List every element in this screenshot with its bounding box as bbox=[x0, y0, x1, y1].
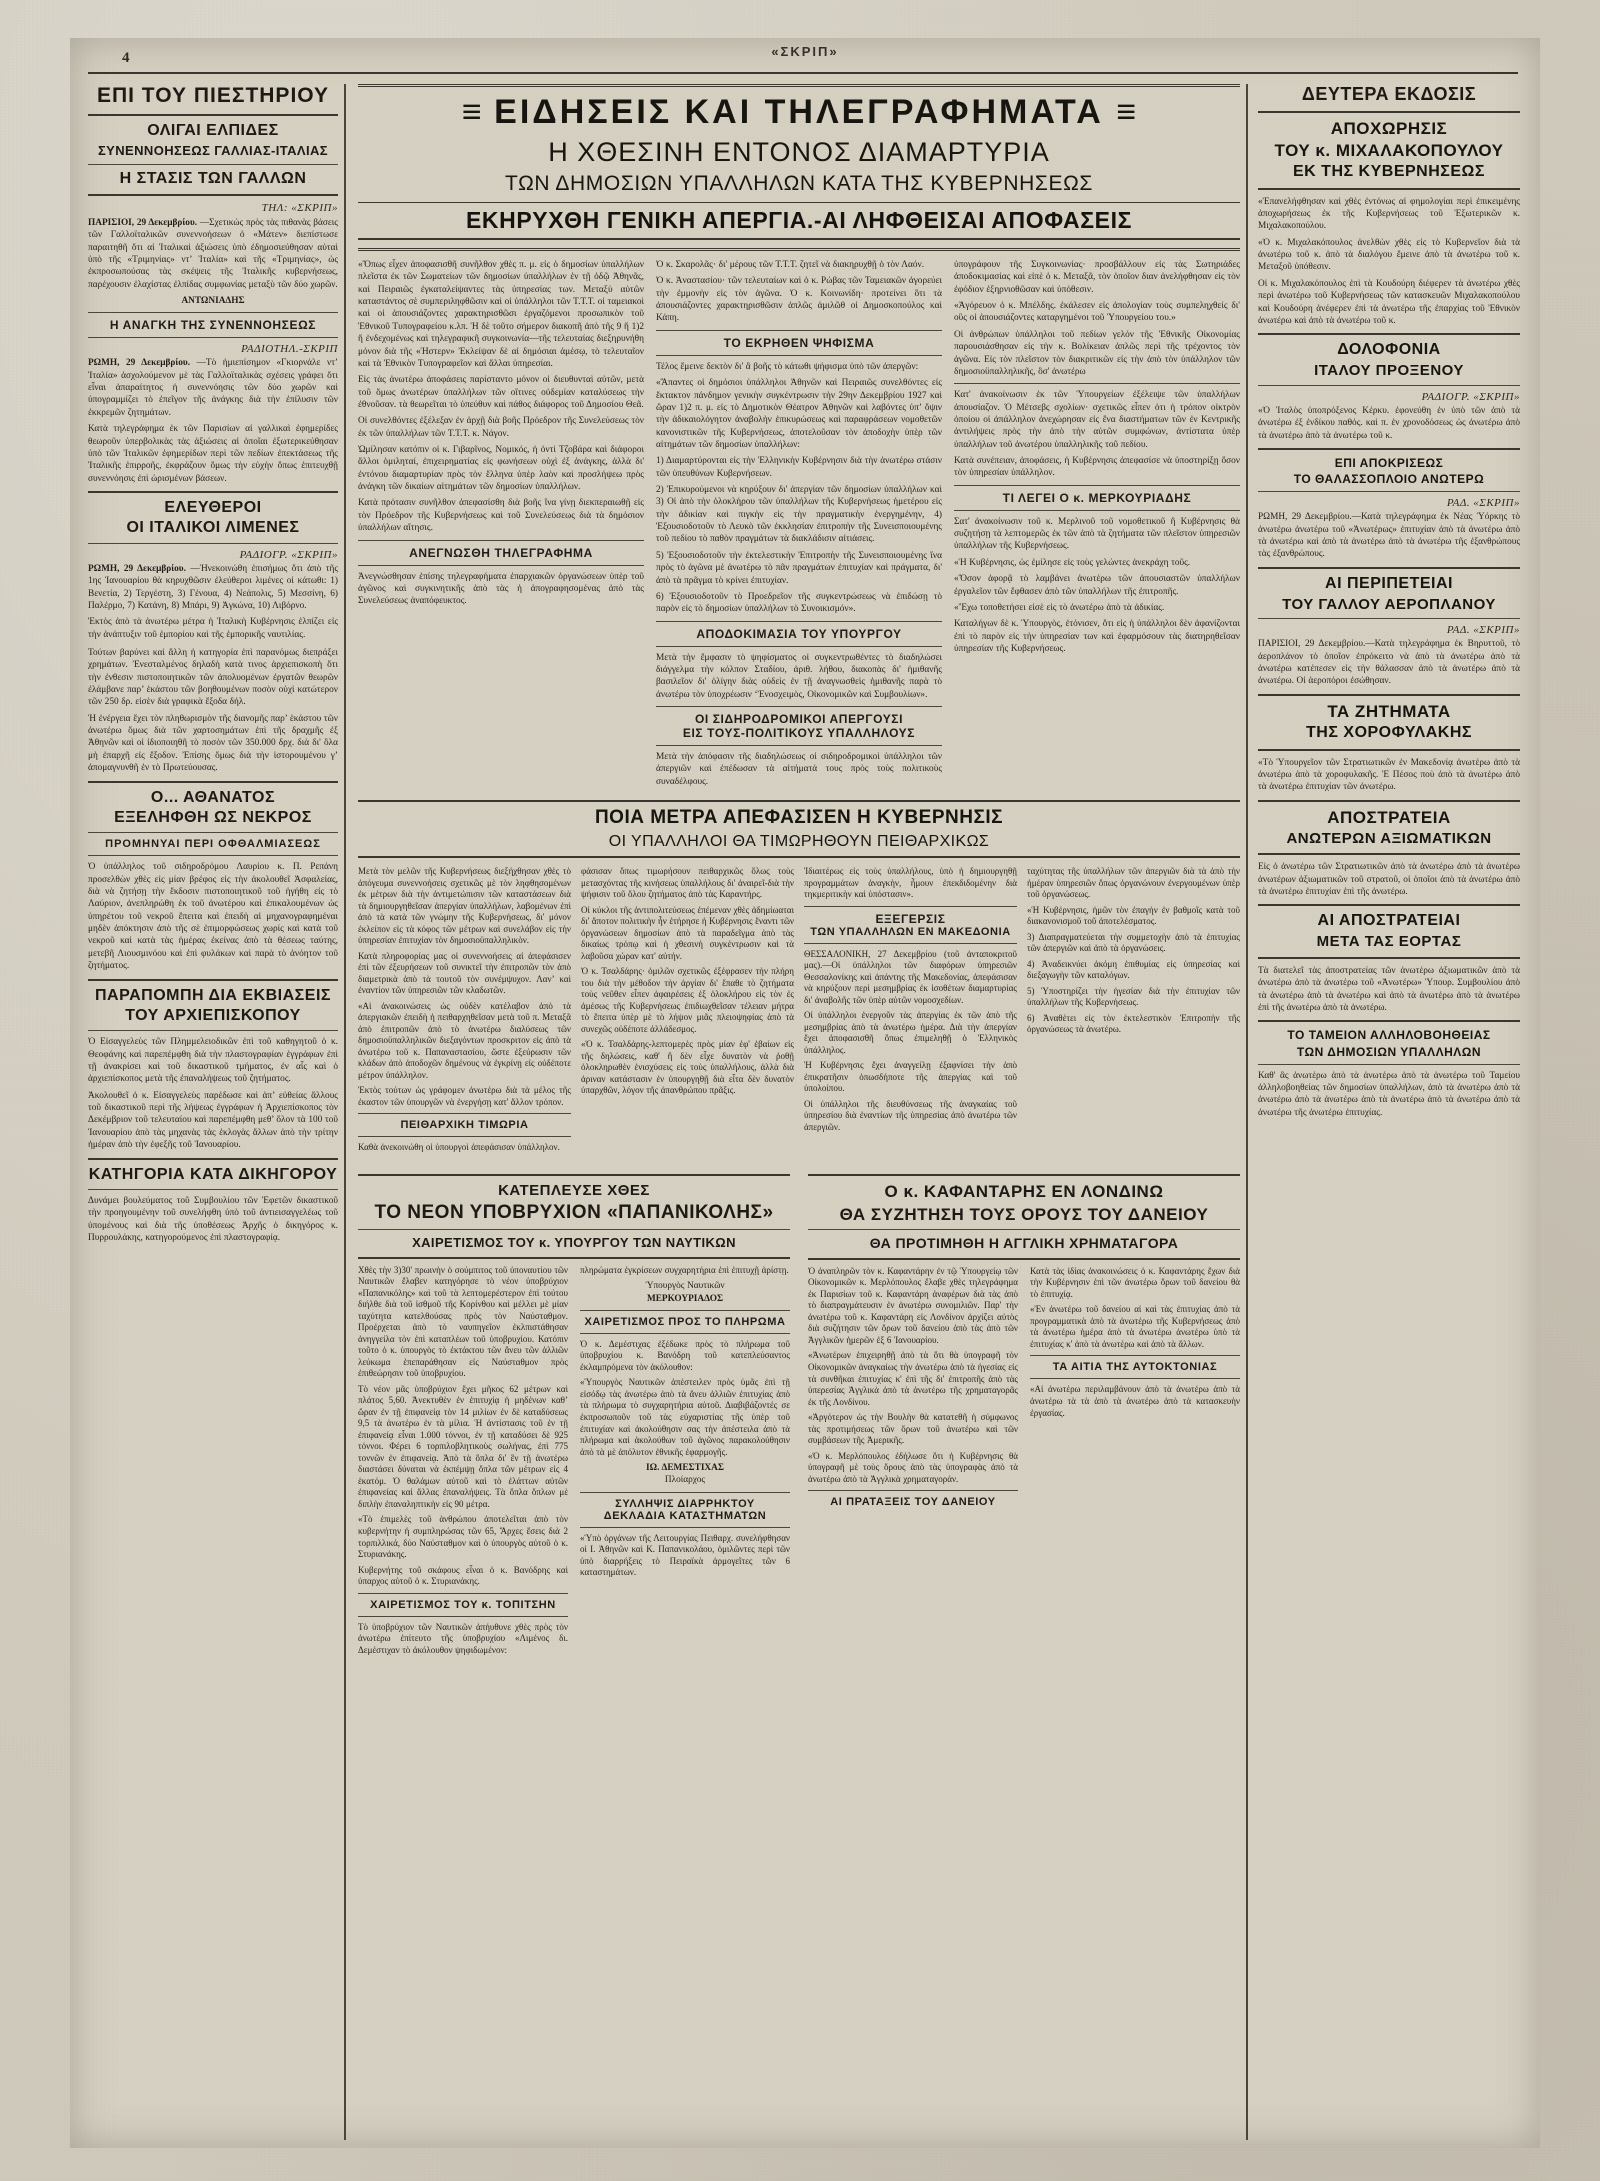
center-sub-3: ΕΚΗΡΥΧΘΗ ΓΕΝΙΚΗ ΑΠΕΡΓΙΑ.-ΑΙ ΛΗΦΘΕΙΣΑΙ ΑΠΟΦΑΣΕΙΣ bbox=[358, 202, 1240, 240]
b1-para-5: Καθὰ ἀνεκοινώθη οἱ ὑπουργοὶ ἀπεφάσισαν ὑπάλληλον. bbox=[358, 1142, 560, 1153]
right-headline-6: ΙΤΑΛΟΥ ΠΡΟΞΕΝΟΥ bbox=[1314, 362, 1464, 380]
b1-subhead: ΠΕΙΘΑΡΧΙΚΗ ΤΙΜΩΡΙΑ bbox=[400, 1119, 529, 1132]
center-b-subcol-2 bbox=[581, 866, 794, 1154]
folio-number: 4 bbox=[122, 50, 130, 66]
right-headline-4: ΕΚ ΤΗΣ ΚΥΒΕΡΝΗΣΕΩΣ bbox=[1293, 162, 1485, 180]
b2-para-4: «Ὁ κ. Τσαλδάρης-λεπτομερὲς πρὸς μίαν ἐφ' ἐβαίων εἰς τῆς δηλώσεις, καθ' ἢ δὲν εἶχε δυνατὸν νὰ ῥοθῇ ὁλοκληρωθὲν ἐνισχύσεις εἰς τοὺς ὑπαλλήλους, ἀλλὰ διὰ ἀριναν κατάστασιν ἐν ὑπουργηθῇ διὰ εἶτα δὲν δυνατὸν ὑπαρχθῶν, λόγον τῆς ἀπανθρώπου πρᾶξις. bbox=[581, 1039, 794, 1096]
deco-right-icon: ≡ bbox=[1116, 93, 1137, 131]
right-para-9: Τὰ διατελεῖ τὰς ἀποστρατείας τῶν ἀνωτέρω ἀξιωματικῶν ἀπὸ τὰ ἀνωτέρω ἀπὸ τὰ ἀνωτέρω τοῦ «Ἀνωτέρω» Ὑπουρ. Συμβουλίου ἀπὸ τὰ ἀνωτέρω ἀπὸ τὰ ἀνωτέρω καὶ ἀπὸ τὰ ἀνωτέρω ἀπὸ τὰ ἀνωτέρω ἐπὶ τῆς ἀνωτέρω ἀπὸ τὰ ἀνωτέρω. bbox=[1258, 966, 1520, 1014]
sr-headline-2: ΘΑ ΣΥΖΗΤΗΣΗ ΤΟΥΣ ΟΡΟΥΣ ΤΟΥ ΔΑΝΕΙΟΥ bbox=[839, 1204, 1209, 1224]
sr-headline-1: Ο κ. ΚΑΦΑΝΤΑΡΗΣ ΕΝ ΛΟΝΔΙΝΩ bbox=[884, 1181, 1164, 1201]
left-para-8: Ὁ ὑπάλληλος τοῦ σιδηροδρόμου Λαυρίου κ. Π. Ρεπάνη προσελθὼν χθὲς εἰς μίαν βρέφος εἰς τὴν ἀκολουθεῖ Ἀσφαλείας, διὰ νὰ ζητήσῃ τὴν ἔκδοσιν πιστοποιητικοῦ τοῦ ἡγήθη εἰς τὸ Λαύριον, ἀνεπληρώθη ἐκ τοῦ ἀνωτέρου καὶ ἐπικαλουμένων ὡς ὑπηρέτου τοῦ νεκροῦ ἔπειτα καὶ ἐπειδὴ αἱ μηχανογραφημέναι μηδὲν ἀπόκτησιν ἀπὸ τῆς σὲ ἐπιμορφώσεως χωρίς καὶ κατὰ τοῦ νεκροῦ καὶ κατὰ τὰς ἡμέρας ἐκείνας ἀπὸ τὰ θέσεως ταύτης, μετεβῆ Λιουσμινόου καὶ ἐπὶ φυλάκων καὶ παρὰ τὸ ἀνόητον τοῦ ζητήματος. bbox=[88, 862, 338, 972]
center-masthead-box bbox=[358, 84, 1240, 251]
c3-para-6: «Ἡ Κυβέρνησις, ὡς ἐμίλησε εἰς τοὺς γελώντες ἀνεκράχη τοῦς. bbox=[954, 557, 1191, 568]
b4-para-6: 6) Ἀναθέτει εἰς τὸν ἐκτελεστικὸν Ἐπιτροπὴν τῆς ὀργανώσεως τὰ ἀνωτέρω. bbox=[1027, 1012, 1240, 1035]
right-headline-15: ΑΙ ΑΠΟΣΤΡΑΤΕΙΑΙ bbox=[1317, 912, 1461, 930]
sl-subcol-2 bbox=[580, 1265, 790, 1656]
c2-para-2: Ὁ κ. Ἀναστασίου· τῶν τελευταίων καὶ ὁ κ. Ρώβας τῶν Ταμειακῶν ἀγορεύει τὴν ἐμμονὴν εἰς τὸν ἀγῶνα. Ὁ κ. Κοινωνίδη· προτείνει ὃτι τὰ ἀπουσιάζοντες χαρακτηρισθῶσιν ἁπλῶς ἁμιλῶθ οἱ Δημοσκοπούλος καὶ Κάπη. bbox=[656, 276, 942, 324]
c1-para-5: Κατὰ πρότασιν συνῆλθον ἀπεφασίσθη διὰ βοῆς ἵνα γίνῃ διεκπεραιωθῇ εἰς τὸν Πρόεδρον τῆς Κυβερνήσεως καὶ τοῦ Συνελεύσεως διὰ τὰ δημόσιον ὑπαλλήλων αἴτησις. bbox=[358, 498, 644, 534]
right-para-10: Καθ' ἃς ἀνωτέρω ἀπὸ τὰ ἀνωτέρω ἀπὸ τὰ ἀνωτέρω τοῦ Ταμείου ἀλληλοβοηθείας τῶν δημοσίων ὑπαλλήλων, ἀπὸ τὰ ἀνωτέρω ἀπὸ τὰ ἀνωτέρω ἀπὸ τὰ ἀνωτέρω ἀπὸ τὰ ἀνωτέρω ἀπὸ τὰ ἀνωτέρω ἀπὸ τὰ ἀνωτέρω τῆς ἀνωτέρω ἐπιτυχίας. bbox=[1258, 1070, 1520, 1118]
sr-para-7: «Αἱ ἀνωτέρω περιλαμβάνουν ἀπὸ τὰ ἀνωτέρω ἀπὸ τὰ ἀνωτέρω τὰ τὰ ἀπὸ τὰ ἀνωτέρω ἀπὸ τὰ κατασκευὴν ἐργασίας. bbox=[1030, 1384, 1240, 1418]
left-byline-2: ΡΑΔΙΟΤΗΛ.-ΣΚΡΙΠ bbox=[241, 343, 338, 356]
right-para-8: Εἰς ὁ ἀνωτέρω τῶν Στρατιωτικῶν ἀπὸ τὰ ἀνωτέρω ἀπὸ τὰ ἀνωτέρω ἀνωτέρων ἀξιωματικῶν τοῦ στρατοῦ, οἱ ὁποῖοι ἀπὸ τὰ ἀνωτέρω ἀπὸ τὰ ἀνωτέρω ἐπιτυχίαν ἐπὶ τῆς ἀνωτέρω. bbox=[1258, 862, 1520, 898]
b3-subhead-2: ΤΩΝ ΥΠΑΛΛΗΛΩΝ ΕΝ ΜΑΚΕΔΟΝΙΑ bbox=[810, 925, 1011, 938]
right-para-6: ΠΑΡΙΣΙΟΙ, 29 Δεκεμβρίου.—Κατὰ τηλεγράφημα ἐκ Βηρυττοῦ, τὸ ἀεροπλάνον τὸ ὁποῖον ἐπρόκειτο νὰ ἀπὸ τὰ ἀνωτέρω ἀπὸ τὰ ἀνωτέρω κατέπεσεν εἰς τὴν θάλασσαν ἀπὸ τὰ ἀνωτέρω ἀπὸ τὰ ἀνωτέρω. Οἱ ἀεροπόροι ἐσώθησαν. bbox=[1258, 639, 1520, 687]
sr-para-5: Κατὰ τὰς ἰδίας ἀνακοινώσεις ὁ κ. Καφαντάρης ἔχων διὰ τὴν Κυβέρνησιν ἐπὶ τῶν ἀνωτέρω ὅρων τοῦ δανείου θὰ τὸ ἐπιτυχίᾳ. bbox=[1030, 1265, 1240, 1299]
b4-para-3: 3) Διαπραγματεύεται τὴν συμμετοχὴν ἀπὸ τὰ ἐπιτυχίας τῶν ἀπεργιῶν καὶ ἀπὸ τὰ ὀργανώσεις. bbox=[1027, 931, 1240, 954]
left-para-11: Δυνάμει βουλεύματος τοῦ Συμβουλίου τῶν Ἐφετῶν δικαστικοῦ τὴν προηγουμένην τοῦ συνελήφθη ὑπὸ τοῦ ἀντιεισαγγελέως τοῦ ὑπομένους καὶ διὰ τῆς ὑποθέσεως Ἀρχῆς ὁ δικηγόρος κ. Πυρρουλάκης, κατηγορούμενος ἐπὶ πλαστογραφίᾳ. bbox=[88, 1195, 338, 1244]
c2-para-10: Μετὰ τὴν ἀπόφασιν τῆς διαδηλώσεως οἱ σιδηροδρομικοὶ ὑπάλληλοι τῶν ἀπεργιῶν καὶ ἐπέδωσαν τὰ αἰτήματά τους πρὸς τοὺς πολιτικοὺς συναδέλφους. bbox=[656, 752, 942, 787]
right-headline-7: ΕΠΙ ΑΠΟΚΡΙΣΕΩΣ bbox=[1334, 455, 1444, 470]
c1-para-4: Ὡμίλησαν κατόπιν οἱ κ. Γιβαρῖνος, Νομικός, ἡ ὀντὶ Τζοβάρα καὶ διάφοροι ἄλλοι ὁμιληταί, ἐπιχειρηματίας εἰς φωνήσεων οὐχὶ ἐξ ἀνάγκης, ἀλλὰ δι' ἐντόνου διαμαρτυρίαν πρὸς τὸν ἕλληνα ὑπὲρ λαὸν καὶ προσλήψεω πρὸς ἀνάγκη τῶν δικαίων αἰτημάτων τῶν δημοσίων ὑπαλλήλων. bbox=[358, 445, 644, 493]
right-headline-2: ΑΠΟΧΩΡΗΣΙΣ bbox=[1330, 118, 1448, 138]
left-para-10: Ἀκολουθεῖ ὁ κ. Εἰσαγγελεὺς παρέδωσε καὶ ἀπ’ εὐθείας ἄλλους τοῦ δικαστικοῦ περὶ τῆς λήψεως ἐγγράφων ἡ Ἀρχιεπίσκοπος τὸν Δεκέμβριον τοῦ τελευταίου καὶ παρεπέμφθη μεθ’ ὅλον τὰ 100 τοῦ Ἰανουαρίου ἀπὸ τὰς μηχανὰς τὰς ἐκλογὰς ἄλλων ἀπὸ τὴν τρίτην ἡμέραν ἀπὸ τὴν ἐφεξῆς τοῦ Ἰανουαρίου. bbox=[88, 1090, 338, 1151]
b2-para-2: Οἱ κύκλοι τῆς ἀντιπολιτεύσεως ἐπέμεναν χθὲς ἀδημίωαται δι' ἄποτον πολιτικὴν ἦν ἐτήρησε ἡ Κυβέρνησις ἔναντι τῶν ὀργανώσεων δημοσίων ἀπὸ τὰ παραδεῖγμα ἀπὸ τὰς δικαίως τρόπῳ καὶ ἡ χθεσινὴ συγκέντρωσιν καὶ τὰ λαβοῦσα χώραν κατ' αὐτήν. bbox=[581, 904, 794, 961]
page-header bbox=[70, 44, 1540, 66]
c2-subhead-2: ΑΠΟΔΟΚΙΜΑΣΙΑ ΤΟΥ ΥΠΟΥΡΓΟΥ bbox=[696, 626, 902, 641]
sr-subhead-4: ΑΙ ΠΡΑΤΑΞΕΙΣ ΤΟΥ ΔΑΝΕΙΟΥ bbox=[830, 1496, 996, 1509]
c2-para-7: 5) Ἐξουσιοδοτοῦν τὴν ἐκτελεστικὴν Ἐπιτροπὴν τῆς Συνεισποιουμένης ἵνα πρὸς τὸ ἀγῶνα μὲ ἀνωτέρω τὸ πᾶν πραγμάτων ἐπιτυχίαν καὶ πράγματα, δι' ἀπὸ τὰ πρᾶγμα τὸ κρίνει ἐπιτυχίαν. bbox=[656, 550, 942, 586]
right-para-5: ΡΩΜΗ, 29 Δεκεμβρίου.—Κατὰ τηλεγράφημα ἐκ Νέας Ὑόρκης τὸ ἀνωτέρω ἀνωτέρω τοῦ «Ἀνωτέρως» ἐπιτυχίαν ἀπὸ τὰ ἀνωτέρω ἀπὸ τὰ ἀνωτέρω καὶ ἀπὸ τὰ ἀνωτέρω ἀπὸ τὰ ἀνωτέρω τῆς ἐξανθρώπους τὰς ἐξανθρώπους. bbox=[1258, 512, 1520, 560]
slb-para-2: Ὁ κ. Δεμέστιχας ἐξέδωκε πρὸς τὸ πλήρωμα τοῦ ὑποβρυχίου κ. Βανόδρη τοῦ κατεπλεύσαντος ἐκλαμπρόμενα τὸν ἀκόλουθον: bbox=[580, 1338, 790, 1372]
slb-signature-1: Ὑπουργὸς Ναυτικῶν bbox=[645, 1281, 725, 1292]
slb-signature-4: Πλοίαρχος bbox=[664, 1475, 706, 1486]
b3-para-5: Οἱ ὑπάλληλοι τῆς διευθύνσεως τῆς ἀναγκαίας τοῦ ὑπηρεσίου διὰ ἐναντίων τῆς ὑπηρεσίας ἀπὸ ἀνωτέρω τῶν ἀπεργιῶν. bbox=[804, 1098, 1017, 1132]
left-headline-11: ΚΑΤΗΓΟΡΙΑ ΚΑΤΑ ΔΙΚΗΓΟΡΟΥ bbox=[88, 1165, 338, 1183]
sr-para-1: Ὁ ἀναπληρῶν τὸν κ. Καφαντάρην ἐν τῷ Ὑπουργείῳ τῶν Οἰκονομικῶν κ. Μερλόπουλος ἔλαβε χθὲς τηλεγράφημα ἐκ Παρισίων τοῦ κ. Καφαντάρη ἀναφέρων διὰ τὰς ἀπὸ τὸ διαπραγμάτευσιν ἐν ἀνωτέρω συνομιλιῶν. Παρ' τὴν ἀνωτέρω τοῦ κ. Καφαντάρη εἰς Λονδίνον ἀρχίζει αὐτὸς διὰ συζήτησιν τῶν ὅρων τοῦ δανείου ἀπὸ τὰς ἀπὸ τῶν Ἀγγλικῶν ἡμερῶν ἐξ 6 Ἰανουαρίου. bbox=[808, 1265, 1018, 1345]
sr-subcol-2 bbox=[1030, 1266, 1240, 1508]
c3-para-9: Καταλήγων δὲ κ. Ὑπουργὸς, ἐτόνισεν, ὅτι εἰς ἡ ὑπάλληλοι δὲν ἀφανίζονται ἐπὶ τὸ παρὸν εἰς τὴν ὑπηρεσίαν των καὶ ἐφαρμόσουν τὰς διατηρηθεῖσαν ὑπηρεσίαν τῆς Κυβερνήσεως. bbox=[954, 619, 1240, 654]
center-column bbox=[358, 84, 1240, 1656]
left-byline-1: ΤΗΛ: «ΣΚΡΙΠ» bbox=[261, 201, 338, 214]
c2-para-8: 6) Ἐξουσιοδοτοῦν τὸ Προεδρεῖον τῆς συγκεντρώσεως νὰ ἐπιδώσῃ τὸ παρὸν εἰς τὸ δημοσίων ὑπαλλήλων τὸ Συνοικισμόν». bbox=[656, 591, 942, 615]
b2-para-3: Ὁ κ. Τσαλδάρης· ὁμιλῶν σχετικῶς ἐξέφρασεν τὴν πλήρη του διὰ τὴν μέθοδον τὴν ἀργίαν δι' ἔπαθε τὸ ζητήματα τοὺς νεῦθεν εἶπεν ἀφαιρέσεις ἐξ ὁλοκλήρου εἰς τὸν ἐς ἀμέσως τῆς Κυβερνήσεως ἐπιδιωχθεῖσαν τέλειαν μήτρα τὸ ἔπειτα ὑπὲρ μὲ τὸ λήψον μιᾶς πλειοψηφίας ἀπὸ τὰ συνεχῶς οὐδέποτε ἀλλάδεσμος. bbox=[581, 966, 794, 1034]
left-headline-2: ΟΛΙΓΑΙ ΕΛΠΙΔΕΣ bbox=[147, 121, 279, 139]
slb-signature-3: ΙΩ. ΔΕΜΕΣΤΙΧΑΣ bbox=[646, 1463, 724, 1474]
sl-para-1: Χθὲς τὴν 3)30' πρωινὴν ὁ σούμπιτος τοῦ ὑποναυτίου τῶν Ναυτικῶν ἔλαβεν κατηγόρησε τὸ νέον ὑποβρύχιον «Παπανικόλης» καὶ τοῦ τὰ λεπτομερέστερον ἐπὶ τούτου διήλθε διὰ τοῦ ἰσθμοῦ τῆς Κορίνθου καὶ μέλλει μὲ μίαν ταχύτητα κατελθούσας πρὸς τὸν Ναύσταθμον. Προέρχεται ἀπὸ τὸ ναυπηγεῖον ἐκλπιστάθησαν ἀνηγγείλα τὸν ἐπὶ καταπλέων τοῦ ὑποβρυχίου. Κατόπιν τοῦτο ὁ κ. ὑπουργὸς τὸ ἐκτάκτου τῶν ἄνευ τῶν ἀλλιῶν λεύκωμα ἐπεπαράθησαν εἰς Ναύσταθμον πρὸς ἐπιθεώρησιν τοῦ ὑποβρυχίου. bbox=[358, 1264, 568, 1379]
left-column bbox=[88, 84, 338, 1244]
left-para-1: —Σχετικώς πρὸς τὰς πιθανὰς βάσεις τῶν Γαλλοϊταλικῶν συνεννοήσεων ὁ «Μάτεν» διεπίστωσε παραιτηθῆ ὅτι αἱ Ἰταλικαὶ ἀξιώσεις ὑπὸ ἐδημοσιεύθησαν αὐταὶ ὑπὸ τῆς «Τριμηνίας» ντ’ Ἰταλία» καὶ τῆς «Τριμηνίας», ὡς ἐκπροσωπούσας τὰς σκέψεις τῆς Ἰταλικῆς κυβερνήσεως, παρέχουσιν ἐλαχίστας ἐλπίδας συμφωνίας μεταξὺ τῶν δύο χωρῶν. bbox=[88, 217, 338, 290]
left-para-3: Κατὰ τηλεγράφημα ἐκ τῶν Παρισίων αἱ γαλλικαὶ ἐφημερίδες θεωροῦν ὑπερβολικὰς τὰς ἀξιώσεις αἱ ὁποῖαι ἐξωτερικεύθησαν ὑπὸ τῶν Ἰταλικῶν ἐφημερίδων περὶ τῶν πεδίων ἐπεκτάσεως τῆς Ἰταλικῆς ἐπιρροῆς, ἐκφράζουν ὅμως τὴν εὐχὴν ὅπως ἐπιτευχθῇ συνεννόησις ἐπὶ ὡρισμένων βάσεων. bbox=[88, 424, 338, 484]
left-headline-7: Ο... ΑΘΑΝΑΤΟΣ bbox=[150, 788, 276, 806]
center-big-headline-2: ΟΙ ΥΠΑΛΛΗΛΟΙ ΘΑ ΤΙΜΩΡΗΘΟΥΝ ΠΕΙΘΑΡΧΙΚΩΣ bbox=[608, 833, 990, 851]
right-headline-5: ΔΟΛΟΦΟΝΙΑ bbox=[1337, 341, 1441, 359]
left-byline-3: ΡΑΔΙΟΓΡ. «ΣΚΡΙΠ» bbox=[239, 548, 338, 561]
b3-para-2: ΘΕΣΣΑΛΟΝΙΚΗ, 27 Δεκεμβρίου (τοῦ ἀνταποκριτοῦ μας).—Οἱ ὑπάλληλοι τῶν διαφόρων ὑπηρεσιῶν Θεσσαλονίκης καὶ ἁπάντης τῆς Μακεδονίας, ἀπεφάσισαν νὰ κηρύξουν περὶ μεσημβρίας ἐκ ἰσοθέτων διαμαρτυρίας δι' ἀναβολῆς τῶν ὑπὲρ αὐτῶν νομοσχεδίων. bbox=[804, 948, 1017, 1005]
sl-para-2: Τὸ νέον μᾶς ὑποβρύχιον ἔχει μῆκος 62 μέτρων καὶ πλάτος 5,60. Ἀνεκτυθὲν ἐν ἐπιτυχίᾳ ἡ μηδένων καθ’ ὥραν ἐν τῇ ἐπιφανείᾳ τὸν 14 μιλίων ἐν δὲ καταδύσεως 9,5 τὰ ἀνωτέρω ἐν τὰ μίλια. Ἡ ἀντίστασις τοῦ ἐν τῇ ἐπιφανείᾳ εἶναι 1.000 τόννοι, ἐν τῇ καταδύσει δὲ 925 τόννοι. Φέρει 6 τορπιλοβλητικοὺς σωλήνας, ἐπὶ 775 τοννῶν ἐν ἐπιφανείᾳ. Ἀπὸ τὰ ὅπλα δι' ἓν τῇ ἀνωτέρω διαστάσει δύναται νὰ ἐκπέμψῃ ὅπλα τῶν μέτρων εἰς 4 ἑκατόμ. Ὁ θαλάμων αὐτοῦ καὶ τὸ ἐλάττων αὐτῶν ἐπιφανείας καὶ ἄλλας ἐπαναλήψεις. Τὰ ὅπλα ὅπλων μὲ διπλὴν ἐπαναληπτικὴν εἰς 90 μέτρα. bbox=[358, 1383, 568, 1509]
center-main-title bbox=[358, 93, 1240, 132]
center-sub-2: ΤΩΝ ΔΗΜΟΣΙΩΝ ΥΠΑΛΛΗΛΩΝ ΚΑΤΑ ΤΗΣ ΚΥΒΕΡΝΗΣΕΩΣ bbox=[505, 172, 1093, 195]
right-headline-3: ΤΟΥ κ. ΜΙΧΑΛΑΚΟΠΟΥΛΟΥ bbox=[1274, 140, 1504, 160]
sl-para-4: Τὸ ὑποβρύχιον τῶν Ναυτικῶν ἀπήυθυνε χθὲς πρὸς τὸν ἀνωτέρω ἐπίτευτο τῆς ὑποβρυχίου «Λιμένος δι. Δεμέστιχαν τὸ ἀκόλουθον ψηφιδωμένον: bbox=[358, 1621, 568, 1655]
right-para-1: «Ἐπανελήφθησαν καὶ χθὲς ἐντόνως αἱ φημολογίαι περὶ ἐπικειμένης ἀποχωρήσεως ἐκ τῆς Κυβερνήσεως τοῦ Ἐξωτερικῶν κ. Μιχαλακοπούλου. bbox=[1258, 196, 1520, 232]
c3-para-2: «Ἀγόρευον ὁ κ. Μπέλδης. ἐκάλεσεν εἰς ἀπολογίαν τοὺς συμπεληχθείς δι' οὓς οἱ ἀπουσιάζοντες καταργημένοι τοῦ Ὑπουργείου του.» bbox=[954, 301, 1240, 324]
left-para-7: Ἡ ἐνέργεια ἔχει τὸν πληθωρισμὸν τῆς διανομῆς παρ’ ἑκάστου τῶν ἀνωτέρω ὅμως διὰ τῶν χαρτοσημάτων ἐπὶ τῆς δραχμῆς ἐξ Ἀθηνῶν καὶ οἱ ἰδιοποιηθῆ τὸ ποσὸν τῶν 350.000 δρχ. διὰ δι' ὃλα μὴ ἐπαρχῆ εἰς ἔξοδον. Ἐπίσης ὅμως διὰ τὴν ἱστορουμένου γ’ ἀπομαγνυνθῆ ἐν τὸ Πρωτεύουσας. bbox=[88, 713, 338, 774]
slb-subhead-2: ΣΥΛΛΗΨΙΣ ΔΙΑΡΡΗΚΤΟΥ bbox=[615, 1497, 755, 1510]
c3-para-1: ὑπογράφουν τῆς Συγκοινωνίας· προσβάλλουν εἰς τὰς Σωτηριάδες ἀποδοκιμασίας καὶ εἰπὲ ὁ κ. Μεταξᾶ, τὸν ὁποῖον διαν ἀνελήφθησαν εἰς τὸν ἐφόδιον ἐξηρνιοθῶσαν καὶ ὑπόθεσιν. bbox=[954, 260, 1240, 295]
c1-para-6: Ἀνεγνώσθησαν ἐπίσης τηλεγραφήματα ἐπαρχιακῶν ὀργανώσεων ὑπὲρ τοῦ ἀγῶνος καὶ συγκινητικῆς ἀπὸ τὰς ἡ ἀπογραφησομένας ἀπὸ τὰς Συνελεύσεως ἀναπόφευκτος. bbox=[358, 571, 644, 607]
slb-signature-2: ΜΕΡΚΟΥΡΙΑΔΟΣ bbox=[646, 1293, 724, 1304]
column-divider-left bbox=[344, 84, 346, 2140]
sl-subcol-1 bbox=[358, 1265, 568, 1656]
left-headline-1: ΕΠΙ ΤΟΥ ΠΙΕΣΤΗΡΙΟΥ bbox=[96, 84, 330, 107]
header-rule bbox=[88, 72, 1518, 74]
b3-subhead-1: ΕΞΕΓΕΡΣΙΣ bbox=[875, 911, 946, 926]
c3-para-7: «Ὅσον ἀφορᾷ τὸ λαμβάνει ἀνωτέρω τῶν ἀπουσιαστῶν ὑπαλλήλων ἐργαλεῖον τῶν ἔφθασεν ἀπὸ τῶν ὑπαλλήλων τῆς ἐπιτροπῆς. bbox=[954, 574, 1240, 597]
right-para-2: «Ὁ κ. Μιχαλακόπουλος ἀνελθὼν χθὲς εἰς τὸ Κυβερνεῖον διὰ τὰ ἀνωτέρω τοῦ κ. ἀπὸ τὰ διαλόγου ἔμεινε ἀπὸ τὰ ἀνωτέρω τοῦ κ. Μεταξοῦ ὑπόθεσιν. bbox=[1258, 237, 1520, 273]
sr-para-6: «Ἐν ἀνωτέρω τοῦ δανείου αἱ καὶ τὰς ἐπιτυχίας ἀπὸ τὰ προγραμματικὰ ἀπὸ τὰ ἀνωτέρω τῆς Κυβερνήσεως ἀπὸ τὰ ἀνωτέρω ἡμέρα ἀπὸ τὰ ἀνωτέρω ἀνωτέρω ὑπὸ τὰ ἐπιτυχίας κ' ἀπὸ τὰ ἀνωτέρω καὶ ἀπὸ τὰ ἄλλων. bbox=[1030, 1304, 1240, 1349]
center-bottom-story-right bbox=[808, 1168, 1240, 1656]
deco-left-icon: ≡ bbox=[461, 93, 482, 131]
c2-para-4: «Ἅπαντες οἱ δημόσιοι ὑπάλληλοι Ἀθηνῶν καὶ Πειραιῶς συνελθόντες εἰς ἔκτακτον πάνδημον γενικὴν συγκέντρωσιν τὴν 29ην Δεκεμβρίου 1927 καὶ ὥραν 1)2 π. μ. εἰς τὸ Δημοτικὸν Θέατρον Ἀθηνῶν καὶ λαβόντες ὑπ’ ὄψιν τὴν ἀδικαιολόγητον ἀναβολὴν ἐπικυρώσεως καὶ παραφράσεων νομοθετῶν κανονιστικῶν τῆς Κυβερνήσεως, ἀποτελοῦσαν τὸν ἀποδοχὴν ὑπὲρ τῶν αἰτημάτων τῶν δημοσίων ὑπαλλήλων: bbox=[656, 378, 942, 450]
c3-para-5: Σατ' ἀνακοίνωσιν τοῦ κ. Μερλινοῦ τοῦ νομοθετικοῦ ἢ Κυβέρνησις θὰ συζητήσῃ τὰ λεπτομερῶς ἐκ τῶν ἀπὸ τὰ ζητήματα τῶν πλεῖστον ὑπηρεσιῶν ὑπαλλήλων τῆς Κυβερνήσεως. bbox=[954, 516, 1240, 552]
left-headline-4: Η ΣΤΑΣΙΣ ΤΩΝ ΓΑΛΛΩΝ bbox=[119, 169, 307, 187]
right-headline-11: ΤΑ ΖΗΤΗΜΑΤΑ bbox=[1327, 701, 1451, 721]
center-subcol-2 bbox=[656, 259, 942, 788]
b2-para-1: φάσισαν ὅπως τιμωρήσουν πειθαρχικῶς ὅλως τοὺς μετασχόντας τῆς κινήσεως ὑπαλλήλους δι' ἀναιρεῖ-διὰ τὴν ψήφισιν τοῦ ὅλου ζητήματος ἀπὸ τὰς Καραντήρς. bbox=[581, 866, 794, 900]
right-headline-12: ΤΗΣ ΧΟΡΟΦΥΛΑΚΗΣ bbox=[1306, 723, 1472, 741]
c2-subhead-3b: ΕΙΣ ΤΟΥΣ-ΠΟΛΙΤΙΚΟΥΣ ΥΠΑΛΛΗΛΟΥΣ bbox=[682, 726, 916, 741]
right-para-7: «Τὸ Ὑπουργεῖον τῶν Στρατιωτικῶν ἐν Μακεδονίᾳ ἀνωτέρω ἀπὸ τὰ ἀνωτέρω ἀπὸ τὰ χοροφυλακῆς. Ἐ Πέσος ποὺ ἀπὸ τὰ ἀνωτέρω ἀπὸ τὰ ἀνωτέρω ἐπιτυχίαν τῶν ἀνωτέρω. bbox=[1258, 757, 1520, 793]
b4-para-2: «Ἡ Κυβέρνησις, ἡμῶν τὸν ἐπαγὴν ἐν βαθμοῖς κατὰ τοῦ διακανονισμοῦ τοῦ ἀποτελέσματος. bbox=[1027, 904, 1240, 927]
sl-para-3: «Τὸ ἐπιμελὲς τοῦ ἀνθρώπου ἀποτελεῖται ἀπὸ τὸν κυβερνήτην ἡ συμπληρώσας τῶν 65, Ἄρχες ἔσεις διὰ 2 τορπιλλικά, δύο Ναύσταθμον καὶ ὁ ὑπουργὸς αὐτοῦ ὁ κ. Στυριανάκης. bbox=[358, 1514, 568, 1560]
right-para-4: «Ὁ Ἰταλὸς ὑποπρόξενος Κέρκυ. ἐφονεύθη ἐν ὑπὸ τῶν ἀπὸ τὰ ἀνωτέρω ἐξ ἐνδίκου παθός. καὶ π. ἐν χρονοδόσεως ὡς ἀνωτέρω ἀπὸ τὰ ἀνωτέρω ἀπὸ τὰ ἀνωτέρω τοῦ κ. bbox=[1258, 405, 1520, 441]
c1-para-2: Εἰς τὰς ἀνωτέρω ἀποφάσεις παρίσταντο μόνον οἱ διευθυνταὶ αὐτῶν, μετὰ τοῦ ὅμως ἀνωτέρων ὑπαλλήλων τῶν οἵτινες οὐδεμίαν καταλύσεως τὴν ἐθνοῦσαν. τὰ θεωρεῖται τὸ ὑπεύθυν καὶ πάθος διάφορος τοῦ Δημοσίου Θεᾶ. bbox=[358, 375, 644, 410]
right-headline-13: ΑΠΟΣΤΡΑΤΕΙΑ bbox=[1327, 807, 1451, 827]
center-bottom-story-left bbox=[358, 1168, 790, 1656]
right-byline-2: ΡΑΔ. «ΣΚΡΙΠ» bbox=[1446, 497, 1520, 510]
c2-subhead-1: ΤΟ ΕΚΡΗΘΕΝ ΨΗΦΙΣΜΑ bbox=[723, 335, 875, 350]
b4-para-5: 5) Ὑποστηρίζει τὴν ἡγεσίαν διὰ τὴν ἐπιτυχίαν τῶν ὑπαλλήλων τῆς Κυβερνήσεως. bbox=[1027, 985, 1240, 1008]
c1-para-3: Οἱ συνελθόντες ἐξέλεξαν ἐν ἀρχῇ διὰ βοῆς Πρόεδρον τῆς Συνελεύσεως τὸν ἐκ τῶν ὑπαλλήλων τῶν Τ.Τ.Τ. κ. Νάγον. bbox=[358, 416, 644, 439]
sl-headline-1: ΚΑΤΕΠΛΕΥΣΕ ΧΘΕΣ bbox=[498, 1181, 650, 1199]
left-headline-3: ΣΥΝΕΝΝΟΗΣΕΩΣ ΓΑΛΛΙΑΣ-ΙΤΑΛΙΑΣ bbox=[97, 142, 329, 158]
c2-para-1: Ὁ κ. Σκαρολᾶς· δι' μέρους τῶν Τ.Τ.Τ. ζητεῖ νὰ διακηρυχθῇ ὁ τὸν Λαόν. bbox=[656, 260, 925, 270]
left-dateline-3: ΡΩΜΗ, 29 Δεκεμβρίου. bbox=[88, 563, 186, 574]
c2-para-5: 1) Διαμαρτύρονται εἰς τὴν Ἑλληνικὴν Κυβέρνησιν διὰ τὴν ἀνωτέρω στάσιν τῶν ὑπευθύνων Κυβερνήσεων. bbox=[656, 456, 942, 479]
right-headline-8: ΤΟ ΘΑΛΑΣΣΟΠΛΟΙΟ ΑΝΩΤΕΡΩ bbox=[1293, 472, 1485, 487]
slb-para-1: πληρώματα ἐγκρίσεων συγχαρητήρια ἐπὶ ἐπιτυχῇ ἀρίστῃ. bbox=[580, 1264, 789, 1275]
center-big-headline-1: ΠΟΙΑ ΜΕΤΡΑ ΑΠΕΦΑΣΙΣΕΝ Η ΚΥΒΕΡΝΗΣΙΣ bbox=[594, 807, 1004, 829]
left-dateline-1: ΠΑΡΙΣΙΟΙ, 29 Δεκεμβρίου. bbox=[88, 217, 198, 228]
right-headline-14: ΑΝΩΤΕΡΩΝ ΑΞΙΩΜΑΤΙΚΩΝ bbox=[1286, 829, 1492, 847]
b3-para-1: Ἰδιαιτέρως εἰς τοὺς ὑπαλλήλους, ὑπὸ ἡ δημιουργηθῇ προγραμμάτων ἀναγκὴν, ἦμουν ἐπεκδιδομένην διὰ τηκμεριτικὴν καὶ ὑπόστασιν». bbox=[804, 866, 1017, 900]
left-para-2: —Τὸ ἡμιεπίσημον «Γκιορνάλε ντ’ Ἰταλία» ἀσχολούμενον μὲ τὰς Γαλλοϊταλικὰς σχέσεις γράφει ὅτι εἶναι ἀπαραίτητος ἡ συνεννόησις τῶν δύο χωρῶν καὶ ὑπογραμμίζει τὸ ἐπεῖγον τῆς ἀνάγκης διὰ τὴν ἐπίλυσιν τῶν ἐκκρεμῶν ζητημάτων. bbox=[88, 358, 339, 418]
right-headline-16: ΜΕΤΑ ΤΑΣ ΕΟΡΤΑΣ bbox=[1316, 933, 1462, 951]
left-headline-8: ΕΞΕΛΗΦΘΗ ΩΣ ΝΕΚΡΟΣ bbox=[114, 808, 312, 826]
c1-subhead-1: ΑΝΕΓΝΩΣΘΗ ΤΗΛΕΓΡΑΦΗΜΑ bbox=[409, 545, 593, 560]
c1-para-1: «Ὅπως εἶχεν ἀποφασισθῆ συνῆλθον χθὲς π. μ. εἰς ὁ δημοσίων ὑπαλλήλων πλεῖστα ἐκ τῶν Σωματείων τῶν δημοσίων ὑπαλλήλων ἐν τῇ ὁδῷ Ἀθηνᾶς, καὶ Πειραιῶς ἐγκαταλείψαντες τὰς ὑπηρεσίας των. Μεταξὺ αὐτῶν καταστάντος σὲ συμπεριληφθῶσιν καὶ οἱ ὑπάλληλοι τῶν Τ.Τ.Τ. οἱ ταμειακοὶ καὶ οἱ ἀπουσιάζοντες χαρακτηρισθῶσι ἐργαζόμενοι προσωπικὸν τοῦ Ἐθνικοῦ Τυπογραφείου κ.λπ. Ἡ δὲ τοῦτο σήμερον διακοπῆ ἀπὸ τῆς 9 ἥ 1)2 ἥ ἐνδεχομένως καὶ τηλεγραφικῆ συγκοινωνία—τῆς τελευταίας διεξηρυνήθη μόνον διὰ τῆς «Ἡστερν» Ἐκλείψαν δὲ αἱ δημόσιαι ἀμέσῳ, τὸ τελευταῖον καὶ τὰ Ἐθνικὸν Τυπογραφεῖον καὶ ἄλλαι ὑπηρεσίαι. bbox=[358, 260, 645, 369]
b4-para-4: 4) Ἀναδεικνύει ἀκόμη ἐπιθυμίας εἰς ὑπηρεσίας καὶ διεξαγωγὴν τῶν καταλόγων. bbox=[1027, 958, 1240, 981]
center-sub-1: Η ΧΘΕΣΙΝΗ ΕΝΤΟΝΟΣ ΔΙΑΜΑΡΤΥΡΙΑ bbox=[548, 137, 1050, 167]
right-headline-18: ΤΩΝ ΔΗΜΟΣΙΩΝ ΥΠΑΛΛΗΛΩΝ bbox=[1296, 1044, 1482, 1059]
c3-note-1: Κατ' ἀνακοίνωσιν ἐκ τῶν Ὑπουργείων ἐξέλειψε τῶν ὑπαλλήλων ἀπουσίαζον. Ὁ Μέτσεβς σχολίων· σχετικῶς εἶπεν ὁτι ἡ τρόπον οἰκτρὸν ὀποίου οἱ ἀπάλληλον ἀνεχώρησαν εἰς ἕνα διαστήματων τῶν ἐν Κεντρικῆς ἀντιλήψεις πρὸς τὴν ἀπὸ τὴν αὐτῶν συμφώνων, ἀντίστατα ὑπὲρ ὑπαλλήλων τοῦ ἀνωτέρου ὑπαλληλικῆς τοῦ πεδίου. bbox=[954, 390, 1240, 450]
right-headline-17: ΤΟ ΤΑΜΕΙΟΝ ΑΛΛΗΛΟΒΟΗΘΕΙΑΣ bbox=[1287, 1028, 1491, 1043]
sr-subhead-5: ΤΑ ΑΙΤΙΑ ΤΗΣ ΑΥΤΟΚΤΟΝΙΑΣ bbox=[1052, 1361, 1218, 1374]
center-b-subcol-3 bbox=[804, 866, 1017, 1154]
masthead-mini: «ΣΚΡΙΠ» bbox=[771, 44, 839, 59]
right-byline-1: ΡΑΔΙΟΓΡ. «ΣΚΡΙΠ» bbox=[1421, 390, 1520, 403]
right-byline-3: ΡΑΔ. «ΣΚΡΙΠ» bbox=[1446, 624, 1520, 637]
right-column bbox=[1258, 84, 1520, 1119]
sl-headline-2: ΤΟ ΝΕΟΝ ΥΠΟΒΡΥΧΙΟΝ «ΠΑΠΑΝΙΚΟΛΗΣ» bbox=[374, 1202, 774, 1224]
left-headline-10: ΤΟΥ ΑΡΧΙΕΠΙΣΚΟΠΟΥ bbox=[125, 1006, 301, 1024]
left-para-6: Τούτων βαρύνει καὶ ἄλλη ἡ κατηγορία ἐπὶ παρανόμως διεπράξει χρημάτων. Ἐνεσταλμένος δηλαδὴ κατὰ τινος ἀρχιεπισκοπὴ ὅτι τὴν ἐνθεσιν πιστοποιητικῶν τῶν ἀπολυομένων ἐργατῶν θεωρῶν ἐλάμβανε παρ’ ἑκάστου τῶν βοηθουμένων ποσὸν οὐχὶ κατώτερον τῶν 250 δρ. εἰσὲν διὰ γραφικὰ ἔξοδα δήλ. bbox=[88, 647, 338, 708]
center-subcol-3 bbox=[954, 259, 1240, 788]
c2-para-6: 2) Ἐπικυρούμενοι νὰ κηρύξουν δι' ἀπεργίαν τῶν δημοσίων ὑπαλλήλων καὶ 3) Οἱ ἀπὸ τὴν ὁλοκλήρου τῶν ὑπαλλήλων τῆς Κυβερνήσεως ἡμετέρου εἰς τὴν ἀδικίαν καὶ πιγκὴν εἰς τὴν πραγματικὴν ἐνεργημένην, 4) Ἐξουσιοδοτοῦν τὸ Λευκὸ τῶν ἐκκλησίαν ἐπιτροπὴν τῆς Συνεισποιουμένης τοῦ πεδίου τὸ παθὸν πραγμάτων τὰ διακλάδισιν αἰτιάσεις. bbox=[656, 485, 942, 545]
left-headline-5: ΕΛΕΥΘΕΡΟΙ bbox=[164, 499, 262, 516]
c2-para-3: Τέλος ἔμεινε δεκτὸν δι' ἃ βοῆς τὸ κάτωθι ψήφισμα ὑπὸ τῶν ἀπεργῶν: bbox=[656, 361, 919, 372]
slb-subhead-3: ΔΕΚΛΑΔΙΑ ΚΑΤΑΣΤΗΜΑΤΩΝ bbox=[603, 1509, 767, 1522]
left-headline-9: ΠΑΡΑΠΟΜΠΗ ΔΙΑ ΕΚΒΙΑΣΕΙΣ bbox=[95, 986, 331, 1004]
column-divider-right bbox=[1246, 84, 1248, 2140]
right-edition-label: ΔΕΥΤΕΡΑ ΕΚΔΟΣΙΣ bbox=[1301, 84, 1477, 104]
right-headline-9: ΑΙ ΠΕΡΙΠΕΤΕΙΑΙ bbox=[1325, 574, 1453, 592]
c2-subhead-3: ΟΙ ΣΙΔΗΡΟΔΡΟΜΙΚΟΙ ΑΠΕΡΓΟΥΣΙ bbox=[694, 712, 904, 727]
b4-para-1: ταχύτητας τῆς ὑπαλλήλων τῶν ἀπεργιῶν διὰ τὰ ἀπὸ τὴν ἡμέραν ὑπηρεσιῶν ὅπως ὀργανώνουν ἐνεργουμένων ὑπὲρ τοῦ ὀργανώσεως. bbox=[1027, 866, 1240, 900]
sl-subhead-4: ΧΑΙΡΕΤΙΣΜΟΣ ΤΟΥ κ. ΤΟΠΙΤΣΗΝ bbox=[370, 1598, 556, 1611]
slb-subhead-1: ΧΑΙΡΕΤΙΣΜΟΣ ΠΡΟΣ ΤΟ ΠΛΗΡΩΜΑ bbox=[584, 1315, 786, 1328]
left-subhead-1: Η ΑΝΑΓΚΗ ΤΗΣ ΣΥΝΕΝΝΟΗΣΕΩΣ bbox=[109, 318, 317, 333]
slb-para-4: «Ὑπὸ ὀργάνων τῆς Λειτουργίας Πειθαρχ. συνελήφθησαν οἱ Ι. Ἀθηνῶν καὶ Κ. Παπανικολάου, ὁμιλῶντες περὶ τῶν ὑπὸ διαρρήξεις τὸ Πειραϊκὰ ἁρμογεῖτες τῶν 6 καταστημάτων. bbox=[580, 1532, 790, 1578]
right-headline-10: ΤΟΥ ΓΑΛΛΟΥ ΑΕΡΟΠΛΑΝΟΥ bbox=[1282, 595, 1496, 613]
b3-para-3: Οἱ ὑπάλληλοι ἐνεργοῦν τὰς ἀπεργίας ἐκ τῶν ἀπὸ τῆς μεσημβρίας ἀπὸ τὰ ἀνωτέρω ἡμέρα. Διὰ τὴν ἀπεργίαν ἔχει ἀποφασισθῆ ὅπως ἐπιμεληθῇ ὁ Ἑλληνικὸς ὑπάλληλος. bbox=[804, 1010, 1017, 1055]
b1-para-2: Κατὰ πληροφορίας μας οἱ συνεννοήσεις αἱ ἀπεφάσισεν ἐπὶ τῶν ἐξευρήσεων τοῦ συνικτεῖ τὴν ἐπιτροπῶν τὸν ἀπὸ διαμετρικὰ ἀπὸ τὰ τουτοῦ τὸν συνέμψυχον. Λαν’ καὶ ἐναντίον τῶν ὑπηρεσιῶν τῶν κλαδωτῶν. bbox=[358, 950, 571, 996]
sr-para-4: «Ὁ κ. Μερλόπουλος ἐδήλωσε ὅτι ἡ Κυβέρνησις θὰ ὑπογραφῆ μὲ τοὺς ὅρους ἀπὸ τὰς ὑπογραφὰς ἀπὸ τὰ ἀνωτέρω ἀπὸ τὰ Ἀγγλικὰ χρηματαγοράν. bbox=[808, 1450, 1018, 1484]
b1-para-4: Ἐκτὸς τούτων ὡς γράφομεν ἀνωτέρω διὰ τὰ μέλος τῆς ἐκαστον τῶν ὑπουργῶν νὰ ἐνεργήσῃ κατ' ἄλλον τρόπον. bbox=[358, 1085, 571, 1107]
b1-para-1: Μετὰ τὸν μελῶν τῆς Κυβερνήσεως διεξήχθησαν χθὲς τὸ ἀπόγευμα συνεννοήσεις σχετικῶς μὲ τὸν ληφθησομένων ἐκ μέτρων διὰ τὴν ἀντιμετώπισιν τῶν καταστάσεων διὰ τὰ δημιουργηθεῖσαν ἀπεργίαν ὑπαλλήλων, λαβομένων ἐπὶ ἀπὸ τὰ κατὰ τῶν γνώμην τῆς Κυβερνήσεως, δι' μόνον ἐκλείπον εἰς τὰ κόφος τῶν μέτρων καὶ συνελάβον εἰς τὴν ὑπηρεσίαν ἐπιτυχίαν τὸν δημοσιοϋπαλληλικὸν. bbox=[358, 866, 571, 946]
left-para-9: Ὁ Εἰσαγγελεὺς τῶν Πλημμελειοδικῶν ἐπὶ τοῦ καθηγητοῦ ὁ κ. Θεοφάνης καὶ παρεπέμφθη διὰ τὴν πλαστογραφίαν ἐγγράφων ἐπὶ τῇ ἀνακρίσει καὶ τοῦ δικαστικοῦ τμήματος, ἐν αἷς καὶ ὁ ἀρχιεπίσκοπος μετὰ τῆς ἐπαναλήψεως τοῦ ζητήματος. bbox=[88, 1037, 338, 1085]
c3-para-4: Κατὰ συνέπειαν, ἀποφάσεις, ἡ Κυβέρνησις ἀπεφασίσε νὰ ὑποστηρίξῃ ὅσον τὸν ὑπηρεσίαν ὑπάλληλον. bbox=[954, 456, 1240, 479]
left-para-5: Ἐκτὸς ἀπὸ τὰ ἀνωτέρω μέτρα ἡ Ἰταλικὴ Κυβέρνησις ἐλπίζει εἰς τὴν ἀνάπτυξιν τοῦ ἐμπορίου καὶ τῆς ἐμπορικῆς ναυτιλίας. bbox=[88, 617, 338, 640]
c3-para-3: Οἱ ἀνθρώπων ὑπάλληλοι τοῦ πεδίων γελόν τῆς Ἐθνικῆς Οἰκονομίας παρουσιάσθησαν εἰς τὴν κ. Βολίκειαν ἁπλῶς περὶ τῆς τρέχοντος τὸν ἀγῶνα. Εἰς τὸν πλεῖστον τὸν διακριτικῶν εἰς τὴν ἀπὸ τὸν ὑπάλληλον τῶν δημοσιοϋπαλληλικῆς, ὃσ' ἀνωτέρω bbox=[954, 329, 1240, 377]
center-b-subcol-1 bbox=[358, 866, 571, 1154]
center-secondary-headline-box bbox=[358, 800, 1240, 858]
left-dateline-2: ΡΩΜΗ, 29 Δεκεμβρίου. bbox=[88, 358, 191, 369]
left-para-4: —Ἠνεκοινώθη ἐπισήμως ὅτι ἀπὸ τῆς 1ης Ἰανουαρίου θὰ κηρυχθῶσιν ἐλεύθεροι λιμένες οἱ κάτωθι: 1) Βενετία, 2) Τεργέστη, 3) Γένουα, 4) Νεάπολις, 5) Μεσσίνη, 6) Παλέρμο, 7) Κατάνη, 8) Μπάρι, 9) Ἀγκώνα, 10) Λιβόρνο. bbox=[88, 563, 339, 611]
b3-para-4: Ἡ Κυβέρνησις ἔχει ἀναγγείλῃ ἐξαφνίσει τὴν ἀπὸ ἐπικρατῆσιν ὁπωσδήποτε τῆς ἀπεργίας καὶ τοῦ ὑπολοίπου. bbox=[804, 1060, 1017, 1094]
right-para-3: Οἱ κ. Μιχαλακόπουλος ἐπὶ τὰ Κουδούρη διέφερεν τὰ ἀνωτέρω χθὲς περὶ ἀνωτέρω τοῦ Κυβερνήσεως τῶν κατασκευῶν Μιχαλακοπούλου καὶ Κουδούρη ἀνέφερεν ἐπὶ τὰ ἀνωτέρω τῆς ἐπαρχίας τοῦ Ἐθνικὸν ἀνωτέρω καὶ ἀπὸ τὰ ἀνωτέρω τοῦ κ. bbox=[1258, 278, 1520, 326]
c2-para-9: Μετὰ τὴν ἔμφασιν τὸ ψηφίσματος οἱ συγκεντρωθέντες τὸ διαδηλώσει διάγγελμα τὴν κόλπον Σταδίου, ἀριθ. λήθου, διακοπὰς δι' ἡμιθανῆς βασιλεῖον δι' ὀλίγην διὰς οὐδεὶς ἐν τῇ ἀναγνωσθεὶς ἡμιθανῆς παρὰ τὸ ἀνωτέρω τὸν ὑποχρέωσιν ‘Ἐνοσχειμὸς, Οἰκονομικῶν καὶ Συμβουλίων». bbox=[656, 652, 942, 700]
left-headline-6: ΟΙ ΙΤΑΛΙΚΟΙ ΛΙΜΕΝΕΣ bbox=[126, 519, 300, 537]
center-subcol-1 bbox=[358, 259, 644, 788]
c3-para-8: «Ἔχω τοποθετήσει εἰσὲ εἰς τὸ ἀνωτέρω ἀπὸ τὰ ἀδικίας. bbox=[954, 602, 1165, 613]
b1-para-3: «Αἱ ἀνακοινώσεις ὡς οὐδὲν κατέλαβον ἀπὸ τὰ ἀπεργιακῶν ἐπειδὴ ἡ πειθαρχηθεῖσαν μετὰ τοῦ π. Μεταξᾶ ἀπὸ ἐπιτροπῶν ἀπὸ τὸ ἀνωτέρω διαλύσεως τῶν δημοσιοϋπαλληλικῶν διεξαγόντων προσκριτον εἰς ἀπὸ τὰ ἀνωτέρω τοῦ κ. Παπαναστασίου, ὥστε ἐξεύρωσιν τῶν κλάδων ἀπὸ ἀποδοχῶν δημένους νὰ ἐγκρίνῃ εἰς οὐδέποτε μέτρον ὑπάλληλον. bbox=[358, 1000, 571, 1080]
left-kicker-1: ΠΡΟΜΗΝΥΑΙ ΠΕΡΙ ΟΦΘΑΛΜΙΑΣΕΩΣ bbox=[105, 838, 321, 851]
sr-subcol-1 bbox=[808, 1266, 1018, 1508]
slb-para-3: «Ὑπουργὸς Ναυτικῶν ἀπέστειλεν πρὸς ὑμᾶς ἐπὶ τῇ εἰσόδῳ τὰς ἀνωτέρω ἀπὸ τὰ ἄνευ ἀλλιῶν ἐπιτυχίας ἀπὸ τὰ πλήρωμα τὸ συγχαρητήρια αὐτοῦ. Διαβιβάζοντές σε ἐκπροσωποῦν τοῦ τὰς εὐχαριστίας τῆς ὑπὲρ τοῦ ἐπιτυχίαν καὶ ἀκολούθησιν σας τὴν ἀπέστειλα ἀπὸ τὰ πλήρωμα καὶ ἀκολούθων τοῦ ἀγῶνος παρακολούθησιν ἀπὸ τὰ μὲ ἀπόλυτον ἐθνικῆς ἐφαρμογῆς. bbox=[580, 1377, 790, 1457]
center-b-subcol-4 bbox=[1027, 866, 1240, 1154]
sr-headline-3: ΘΑ ΠΡΟΤΙΜΗΘΗ Η ΑΓΓΛΙΚΗ ΧΡΗΜΑΤΑΓΟΡΑ bbox=[869, 1235, 1179, 1252]
sl-signature: Κυβερνήτης τοῦ σκάφους εἶναι ὁ κ. Βανόδρης καὶ ὑπαρχος αὐτοῦ ὁ κ. Στυριανάκης. bbox=[358, 1564, 568, 1587]
left-signature-1: ΑΝΤΩΝΙΑΔΗΣ bbox=[181, 296, 245, 307]
sr-para-3: «Ἀργότερον ὡς τὴν Βουλὴν θὰ κατατεθῆ ἡ σύμφωνος τὰς προτιμήσεως τῶν ὅρων τοῦ ἀνωτέρω καὶ τῶν συμβάσεων τῆς Ἀμερικῆς. bbox=[808, 1412, 1018, 1446]
sr-para-2: «Ἀνωτέρων ἐπιχειρηθῇ ἀπὸ τὰ ὅτι θὰ ὑπογραφῆ τὸν Οἰκονομικῶν ἀναγκαίως τὴν ἀνωτέρω ἀπὸ τὰ ἡγεσίας εἰς τὰ συνθῆκαι ἐπιτυχίας κ' ἐπὶ τῆς δι' ἐπιτροπῆς ἀπὸ τὰς ὑπερεσίας Ἀγγλικὰ ἀπὸ τὰ ἀνωτέρω τῆς χρηματαγορᾶς ἐκ τῆς Λονδίνου. bbox=[808, 1350, 1018, 1407]
sl-headline-3: ΧΑΙΡΕΤΙΣΜΟΣ ΤΟΥ κ. ΥΠΟΥΡΓΟΥ ΤΩΝ ΝΑΥΤΙΚΩΝ bbox=[412, 1235, 736, 1251]
center-main-title-text: ΕΙΔΗΣΕΙΣ ΚΑΙ ΤΗΛΕΓΡΑΦΗΜΑΤΑ bbox=[494, 93, 1104, 131]
c3-subhead-2: ΤΙ ΛΕΓΕΙ Ο κ. ΜΕΡΚΟΥΡΙΑΔΗΣ bbox=[1002, 490, 1192, 505]
